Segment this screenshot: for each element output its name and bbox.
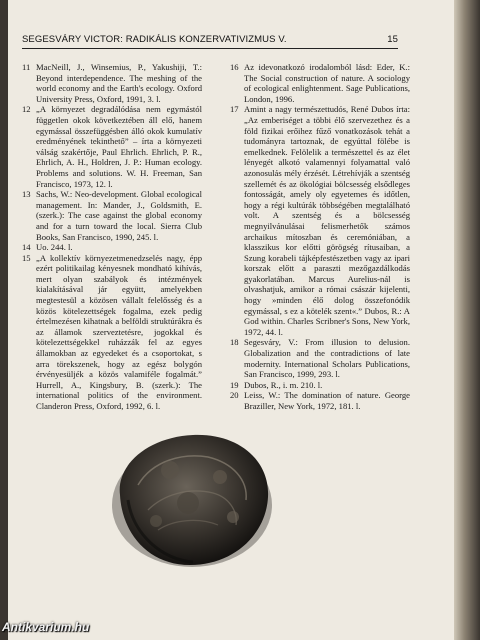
footnote-number: 11 — [22, 62, 31, 72]
footnote-text: Az idevonatkozó irodalomból lásd: Eder, K.: The Social construction of nature. A sociology of ecological enlightenment. Sage Publications, London, 1996. — [244, 62, 410, 104]
footnote-text: „A környezet degradálódása nem egymástól független okok következtében áll elő, hanem egymással összefüggésben álló okok kumulatív eredményének tekinthető” – írta a környezeti válság szakértője, Paul Ehrlich. Ehrlich, P. R., Ehrlich, A. H., Holdren, J. P.: Human ecology. Problems and solutions. W. H. Freeman, San Francisco, 1973, 12. l. — [36, 104, 202, 189]
footnote — [22, 253, 202, 412]
watermark-text: Antikvarium.hu — [2, 620, 90, 634]
footnote — [22, 62, 202, 104]
footnote — [22, 189, 202, 242]
footnote-text: Sachs, W.: Neo-development. Global ecological management. In: Mander, J., Goldsmith, E. (szerk.): The case against the global economy and for a turn toward the local. Sierra Club Books, San Francisco, 1990, 245. l. — [36, 189, 202, 242]
footnote-text: Dubos, R., i. m. 210. l. — [244, 379, 323, 390]
notes-column-left — [22, 62, 202, 412]
footnote — [230, 62, 410, 104]
footnote — [22, 242, 202, 253]
book-page — [8, 0, 454, 640]
footnote-text: Amint a nagy természettudós, René Dubos írta: „Az emberiséget a többi élő szervezethez és a föld fizikai erőihez fűző vonatkozások tehát a tudományra tartoznak, de egyúttal fölébe is emelkednek. Felölelik a természettel és az élet lényegét alkotó valamennyi folyamattal való azonosulás mély érzését. Létrehívják a szentség szellemét és az ökológiai bölcsesség elsődleges fontosságát, amely oly egyetemes és időtlen, hogy a régi kultúrák többségében megtalálható volt. A szentség és a bölcsesség megnyilvánulásai felismerhetők számos archaikus mítoszban és ceremóniában, a klasszikus kor előtti görögség rítusaiban, a Szung korabeli tájképfestészetben vagy az ipari korszak előtt a paraszti mezőgazdálkodás gyakorlatában. Marcus Aurelius-nál is olvashatjuk, amikor a római császár kijelenti, hogy »minden élő dolog összefonódik egymással, s ez a kötelék szent«.” Dubos, R.: A God within. Charles Scribner's Sons, New York, 1972, 44. l. — [244, 104, 410, 337]
footnote — [230, 380, 410, 391]
running-title: SEGESVÁRY VICTOR: RADIKÁLIS KONZERVATIVIZMUS V. — [22, 34, 287, 45]
footnote-number: 13 — [22, 189, 31, 200]
footnote — [22, 104, 202, 189]
footnote-text: Segesváry, V.: From illusion to delusion. Globalization and the contradictions of late modernity. International Scholars Publications, San Francisco, 1999, 293. l. — [244, 337, 410, 380]
footnote-number: 17 — [230, 104, 239, 115]
footnote-number: 12 — [22, 104, 31, 115]
footnote-number: 18 — [230, 337, 239, 348]
footnote-number: 14 — [22, 242, 31, 253]
footnote-number: 15 — [22, 252, 31, 263]
footnote-text: MacNeill, J., Winsemius, P., Yakushiji, T.: Beyond interdependence. The meshing of the world economy and the Earth's ecology. Oxford University Press, Oxford, 1991, 3. l. — [36, 62, 202, 104]
footnote-number: 16 — [230, 62, 239, 72]
running-header — [22, 34, 398, 48]
notes-column-right — [230, 62, 410, 412]
header-rule — [22, 48, 398, 49]
footnote — [230, 104, 410, 337]
bronze-relief-photo — [108, 425, 278, 575]
page-number: 15 — [387, 34, 398, 45]
footnote-text: Leiss, W.: The domination of nature. George Braziller, New York, 1972, 181. l. — [244, 390, 410, 411]
footnote-number: 19 — [230, 379, 239, 390]
footnote-text: „A kollektív környezetmenedzselés nagy, épp ezért politikailag kényesnek mondható kihívás, mert olyan szabályok és intézmények kialakításával jár együtt, amelyekben megtestesül a közösen vállalt felelősség és a közös kötelezettségek fogalma, ezek pedig értelmezésen kihatnak a belföldi struktúrákra és az államok szerveztetésre, jogokkal és kötelezettségekkel ruházzák fel az egyes államokban az egyedeket és a csoportokat, s arra törekszenek, hogy az egész bolygón érvényesüljék a közös valamiféle fogalmát.” Hurrell, A., Kingsbury, B. (szerk.): The international politics of the environment. Clanderon Press, Oxford, 1992, 6. l. — [36, 252, 202, 411]
footnote — [230, 390, 410, 411]
footnote — [230, 337, 410, 379]
footnote-text: Uo. 244. l. — [36, 242, 73, 253]
footnote-number: 20 — [230, 390, 239, 401]
page-edge — [454, 0, 480, 640]
